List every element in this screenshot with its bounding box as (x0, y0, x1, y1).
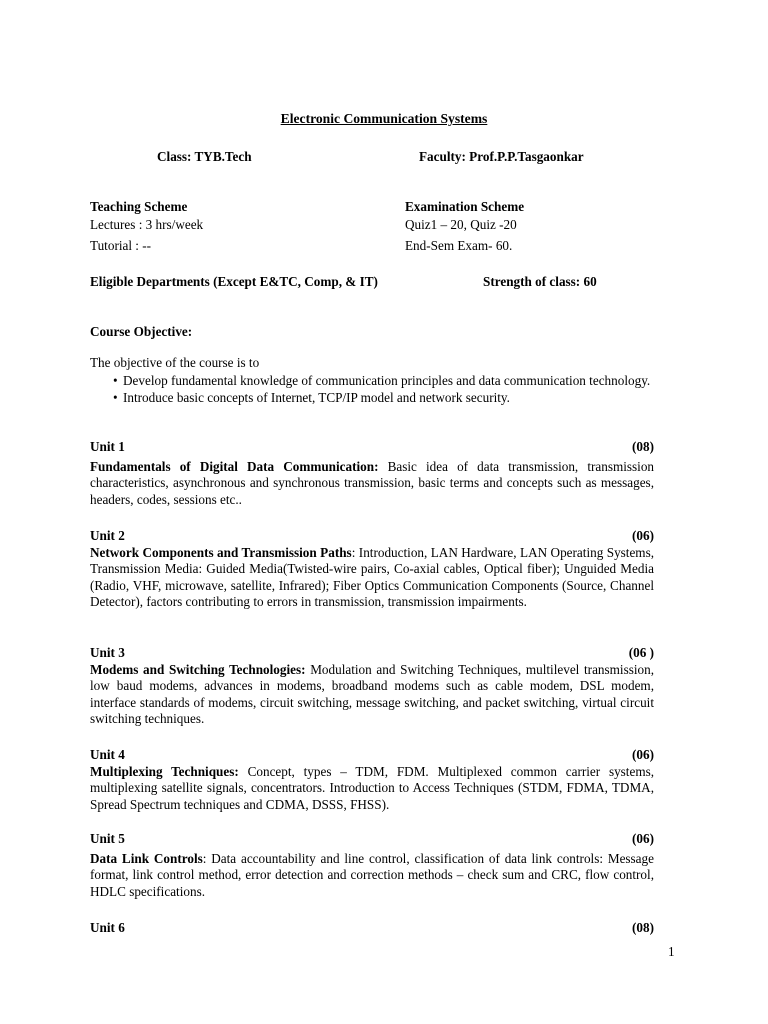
unit-4 (90, 747, 654, 813)
bullet-icon: • (113, 373, 118, 388)
unit-2 (90, 528, 654, 611)
unit-5 (90, 831, 654, 900)
unit-hours: (08) (632, 920, 654, 935)
unit-hours: (06) (632, 831, 654, 846)
unit-6 (90, 920, 654, 937)
unit-hours: (06 ) (628, 645, 654, 660)
unit-label: Unit 1 (90, 439, 125, 454)
objective-list (90, 373, 678, 406)
document-title: Electronic Communication Systems (280, 111, 488, 126)
unit-description: : Data accountability and line control, classification of data link controls: Message format, link control method, error detection and correction methods – check sum and CRC, flow control, HDLC specifications. (90, 850, 654, 899)
teaching-lectures: Lectures : 3 hrs/week (90, 217, 204, 232)
unit-hours: (06) (632, 747, 654, 762)
exam-scheme-heading: Examination Scheme (405, 199, 525, 214)
unit-topic: Data Link Controls (90, 850, 203, 866)
class-label: Class: TYB.Tech (157, 149, 252, 164)
unit-label: Unit 3 (90, 645, 125, 660)
teaching-tutorial: Tutorial : -- (90, 238, 152, 253)
page-number: 1 (668, 944, 675, 959)
unit-label: Unit 4 (90, 747, 125, 762)
unit-label: Unit 5 (90, 831, 125, 846)
teaching-scheme-heading: Teaching Scheme (90, 199, 188, 214)
class-strength: Strength of class: 60 (483, 274, 597, 289)
unit-description: : Introduction, LAN Hardware, LAN Operating Systems, Transmission Media: Guided Media(Twisted-wire pairs, Co-axial cables, Optical fiber); Unguided Media (Radio, VHF, microwave, satellite, Infrared); Fiber Optics Communication Components (Source, Channel Detector), factors contributing to errors in transmission, transmission impairments. (90, 544, 654, 610)
unit-topic: Modems and Switching Technologies: (90, 661, 306, 677)
unit-label: Unit 6 (90, 920, 125, 935)
objective-intro: The objective of the course is to (90, 355, 260, 370)
unit-3 (90, 645, 654, 728)
unit-label: Unit 2 (90, 528, 125, 543)
course-objective-heading: Course Objective: (90, 324, 193, 339)
unit-description: Modulation and Switching Techniques, multilevel transmission, low baud modems, advances in modems, broadband modems such as cable modem, DSL modem, interface standards of modems, circuit switching, message switching, and packet switching, virtual circuit switching techniques. (90, 661, 654, 727)
bullet-icon: • (113, 389, 118, 405)
unit-topic: Network Components and Transmission Paths (90, 544, 352, 560)
objective-item: • Introduce basic concepts of Internet, TCP/IP model and network security. (113, 389, 510, 405)
exam-endsem: End-Sem Exam- 60. (405, 238, 513, 253)
eligible-departments: Eligible Departments (Except E&TC, Comp, & IT) (90, 274, 378, 289)
unit-hours: (08) (632, 439, 654, 454)
unit-topic: Fundamentals of Digital Data Communication: (90, 458, 379, 474)
unit-1 (90, 439, 654, 508)
unit-description: Concept, types – TDM, FDM. Multiplexed common carrier systems, multiplexing satellite signals, concentrators. Introduction to Access Techniques (STDM, FDMA, TDMA, Spread Spectrum techniques and CDMA, DSSS, FHSS). (90, 763, 655, 812)
unit-topic: Multiplexing Techniques: (90, 763, 239, 779)
exam-quiz: Quiz1 – 20, Quiz -20 (405, 217, 517, 232)
faculty-label: Faculty: Prof.P.P.Tasgaonkar (419, 149, 584, 164)
unit-description: Basic idea of data transmission, transmission characteristics, asynchronous and synchronous transmission, basic terms and concepts such as messages, headers, codes, sessions etc.. (90, 458, 655, 507)
objective-item: • Develop fundamental knowledge of communication principles and data communication technology. (113, 373, 651, 388)
unit-hours: (06) (632, 528, 654, 543)
